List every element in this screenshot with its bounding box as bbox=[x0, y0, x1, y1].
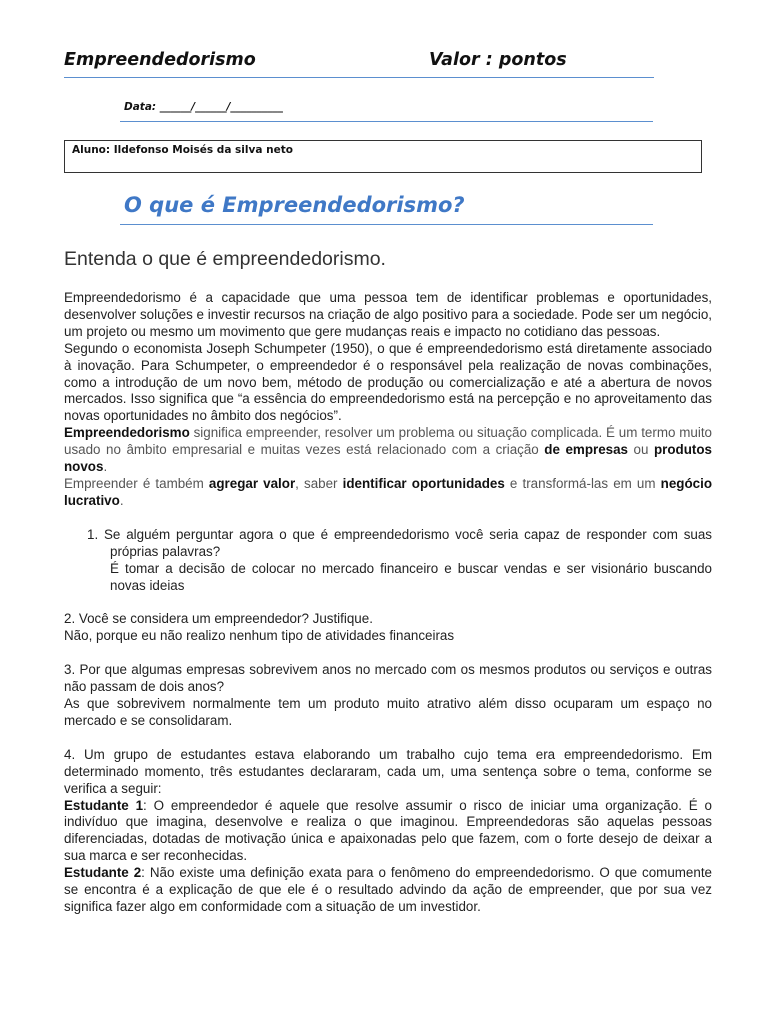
answer-3: As que sobrevivem normalmente tem um produto muito atrativo além disso ocuparam um espaço no mercado e se consolidaram. bbox=[64, 696, 712, 728]
date-field: Data: ______/______/__________ bbox=[124, 101, 283, 113]
answer-1: É tomar a decisão de colocar no mercado financeiro e buscar vendas e ser visionário buscando novas ideias bbox=[110, 560, 712, 593]
question-4: 4. Um grupo de estudantes estava elaborando um trabalho cujo tema era empreendedorismo. Em determinado momento, três estudantes declararam, cada um, uma sentença sobre o tema, conforme se verifica a seguir: bbox=[64, 746, 712, 796]
question-2: 2. Você se considera um empreendedor? Justifique. bbox=[64, 611, 373, 627]
intro-paragraph-4: Empreender é também agregar valor, saber identificar oportunidades e transformá-las em um negócio lucrativo. bbox=[64, 475, 713, 508]
student-name: Aluno: Ildefonso Moisés da silva neto bbox=[72, 144, 293, 156]
page-subtitle: Entenda o que é empreendedorismo. bbox=[64, 248, 386, 270]
document-body bbox=[64, 290, 712, 916]
intro-paragraph-1: Empreendedorismo é a capacidade que uma pessoa tem de identificar problemas e oportunidades, desenvolver soluções e investir recursos na criação de algo positivo para a sociedade. Pode ser um negócio, um projeto ou mesmo um movimento que gere mudanças reais e impacto no cotidiano das pessoas. bbox=[64, 290, 712, 339]
intro-paragraph-3: Empreendedorismo significa empreender, resolver um problema ou situação complicada. É um termo muito usado no âmbito empresarial e muitas vezes está relacionado com a criação de empresas ou produtos novos. bbox=[64, 425, 712, 475]
page-title: O que é Empreendedorismo? bbox=[124, 193, 465, 217]
header-rule bbox=[64, 77, 654, 78]
header-subject: Empreendedorismo bbox=[64, 50, 256, 70]
title-rule bbox=[120, 224, 653, 225]
date-rule bbox=[120, 121, 653, 122]
student-2-statement: Estudante 2: Não existe uma definição exata para o fenômeno do empreendedorismo. O que comumente se encontra é a explicação de que ele é o resultado advindo da ação de empreender, que por sua vez significa fazer algo em conformidade com a situação de um investidor. bbox=[64, 865, 712, 914]
intro-paragraph-2: Segundo o economista Joseph Schumpeter (1950), o que é empreendedorismo está diretamente associado à inovação. Para Schumpeter, o empreendedor é o responsável pela realização de novas combinações, como a introdução de um novo bem, método de produção ou comercialização e até a abertura de novos mercados. Isso significa que “a essência do empreendedorismo está na percepção e no aproveitamento das novas oportunidades no âmbito dos negócios”. bbox=[64, 340, 712, 424]
header-value: Valor : pontos bbox=[429, 50, 567, 70]
student-box bbox=[64, 140, 702, 173]
answer-2: Não, porque eu não realizo nenhum tipo de atividades financeiras bbox=[64, 628, 455, 644]
question-1: 1. Se alguém perguntar agora o que é empreendedorismo você seria capaz de responder com suas próprias palavras? bbox=[87, 526, 712, 559]
question-3: 3. Por que algumas empresas sobrevivem anos no mercado com os mesmos produtos ou serviços e outras não passam de dois anos? bbox=[64, 662, 712, 695]
student-1-statement: Estudante 1: O empreendedor é aquele que resolve assumir o risco de iniciar uma organização. É o indivíduo que imagina, desenvolve e realiza o que imaginou. Empreendedoras são aquelas pessoas diferenciadas, dotadas de motivação única e apaixonadas pelo que fazem, com o forte desejo de deixar a sua marca e ser reconhecidas. bbox=[64, 797, 712, 864]
